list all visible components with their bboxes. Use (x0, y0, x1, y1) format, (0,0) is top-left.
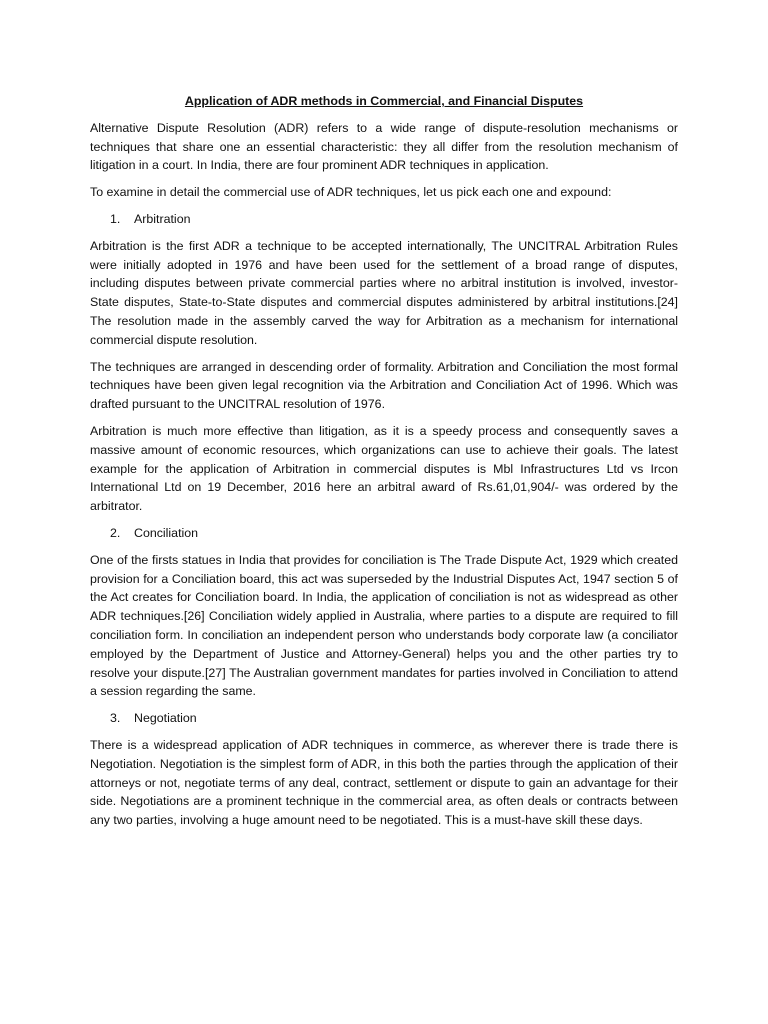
section-number: 2. (110, 525, 121, 540)
section-heading-label: Negotiation (134, 711, 197, 726)
section-number: 1. (110, 211, 121, 226)
negotiation-paragraph: There is a widespread application of ADR techniques in commerce, as wherever there is trade there is Negotiation. Negotiation is the simplest form of ADR, in this both the parties through the application of their attorneys or not, negotiate terms of any deal, contract, settlement or dispute to gain an advantage for their side. Negotiations are a prominent technique in the commercial area, as often deals or contracts between any two parties, involving a huge amount need to be negotiated. This is a must-have skill these days. (90, 737, 678, 828)
conciliation-paragraph: One of the firsts statues in India that provides for conciliation is The Trade Dispute Act, 1929 which created provision for a Conciliation board, this act was superseded by the Industrial Disputes Act, 1947 section 5 of the Act creates for Conciliation board. In India, the application of conciliation is not as widespread as other ADR techniques.[26] Conciliation widely applied in Australia, where parties to a dispute are required to fill conciliation form. In conciliation an independent person who understands body corporate law (a conciliator employed by the Department of Justice and Attorney-General) helps you and the other parties try to resolve your dispute.[27] The Australian government mandates for parties involved in Conciliation to attend a session regarding the same. (90, 552, 678, 699)
section-heading-label: Conciliation (134, 525, 199, 540)
document-title: Application of ADR methods in Commercial, and Financial Disputes (184, 94, 584, 108)
section-number: 3. (110, 711, 121, 726)
arbitration-paragraph: Arbitration is the first ADR a technique to be accepted internationally, The UNCITRAL Arbitration Rules were initially adopted in 1976 and have been used for the settlement of a broad range of disputes, including disputes between private commercial parties where no arbitral institution is involved, investor-State disputes, State-to-State disputes and commercial disputes administered by arbitral institutions.[24] The resolution made in the assembly carved the way for Arbitration as a mechanism for international commercial dispute resolution. (90, 238, 678, 347)
section-heading-conciliation (90, 524, 678, 543)
arbitration-paragraph: The techniques are arranged in descending order of formality. Arbitration and Conciliation the most formal techniques have been given legal recognition via the Arbitration and Conciliation Act of 1996. Which was drafted pursuant to the UNCITRAL resolution of 1976. (90, 359, 678, 412)
section-heading-arbitration (90, 210, 678, 229)
document-page (90, 92, 678, 838)
section-heading-label: Arbitration (134, 211, 191, 226)
lead-in-paragraph: To examine in detail the commercial use of ADR techniques, let us pick each one and expound: (90, 185, 612, 200)
arbitration-paragraph: Arbitration is much more effective than litigation, as it is a speedy process and consequently saves a massive amount of economic resources, which organizations can use to achieve their goals. The latest example for the application of Arbitration in commercial disputes is Mbl Infrastructures Ltd vs Ircon International Ltd on 19 December, 2016 here an arbitral award of Rs.61,01,904/- was ordered by the arbitrator. (90, 423, 678, 514)
section-heading-negotiation (90, 709, 678, 728)
intro-paragraph: Alternative Dispute Resolution (ADR) refers to a wide range of dispute-resolution mechanisms or techniques that share one an essential characteristic: they all differ from the resolution mechanism of litigation in a court. In India, there are four prominent ADR techniques in application. (90, 120, 678, 173)
